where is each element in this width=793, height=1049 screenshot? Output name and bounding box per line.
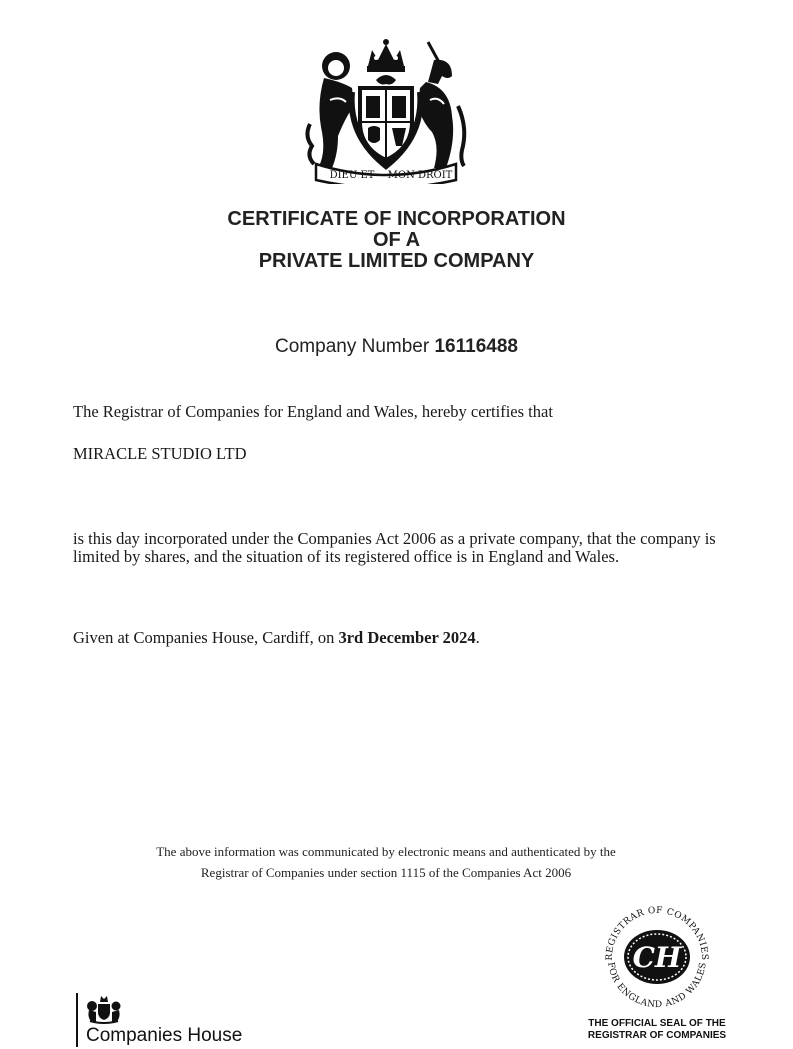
company-number bbox=[0, 336, 793, 358]
seal-caption-line-1: THE OFFICIAL SEAL OF THE bbox=[588, 1018, 726, 1029]
seal-monogram: CH bbox=[632, 941, 682, 974]
companies-house-logo bbox=[76, 993, 256, 1049]
mini-crest-icon bbox=[86, 994, 122, 1024]
seal-ring-top-text: REGISTRAR OF COMPANIES bbox=[604, 905, 710, 961]
title-line-2: OF A bbox=[372, 229, 421, 251]
certifies-text: The Registrar of Companies for England and Wales, hereby certifies that bbox=[73, 402, 553, 421]
royal-coat-of-arms bbox=[302, 36, 470, 184]
title-line-1: CERTIFICATE OF INCORPORATION bbox=[227, 208, 566, 230]
authentication-note bbox=[0, 841, 772, 883]
seal-caption-line-2: REGISTRAR OF COMPANIES bbox=[587, 1029, 727, 1041]
given-prefix: Given at Companies House, Cardiff, on bbox=[73, 628, 335, 647]
title-line-3: PRIVATE LIMITED COMPANY bbox=[258, 250, 535, 272]
crown-icon bbox=[367, 39, 405, 72]
registrar-seal bbox=[598, 899, 716, 1017]
companies-house-brand: Companies House bbox=[86, 1025, 243, 1046]
logo-divider bbox=[76, 993, 78, 1047]
certificate-title bbox=[0, 209, 793, 272]
authentication-note-line-2: Registrar of Companies under section 1115 of the Companies Act 2006 bbox=[200, 865, 572, 880]
motto-right: MON DROIT bbox=[387, 170, 453, 181]
incorporation-date: 3rd December 2024 bbox=[338, 628, 476, 647]
lion-icon bbox=[307, 52, 354, 168]
given-suffix: . bbox=[475, 628, 480, 647]
seal-caption bbox=[560, 1018, 754, 1041]
given-at-text bbox=[73, 629, 723, 647]
authentication-note-line-1: The above information was communicated by electronic means and authenticated by the bbox=[156, 844, 616, 859]
company-number-value: 16116488 bbox=[434, 336, 518, 357]
unicorn-icon bbox=[418, 42, 464, 168]
motto-left: DIEU ET bbox=[329, 170, 375, 181]
seal-ring-bottom-text: FOR ENGLAND AND WALES bbox=[605, 961, 709, 1011]
company-name: MIRACLE STUDIO LTD bbox=[73, 444, 247, 463]
company-number-label: Company Number bbox=[275, 336, 430, 357]
incorporation-text: is this day incorporated under the Companies Act 2006 as a private company, that the company is limited by shares, and the situation of its registered office is in England and Wales. bbox=[73, 529, 716, 566]
